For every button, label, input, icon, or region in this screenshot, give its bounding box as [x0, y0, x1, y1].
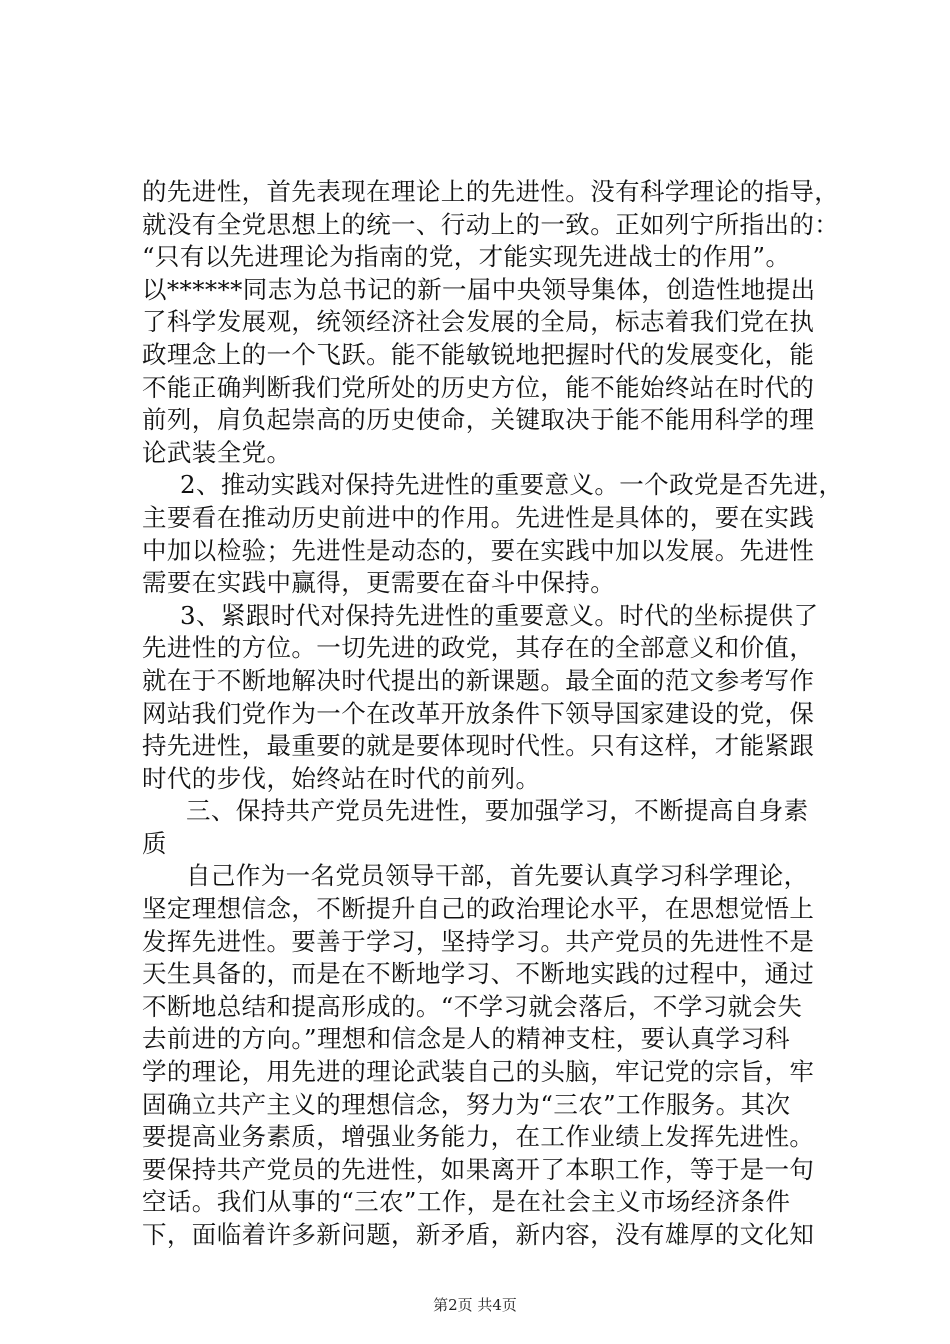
text-line: 发挥先进性。要善于学习，坚持学习。共产党员的先进性不是: [142, 926, 815, 956]
text-line: 持先进性，最重要的就是要体现时代性。只有这样，才能紧跟: [142, 731, 815, 761]
text-line: 去前进的方向。”理想和信念是人的精神支柱，要认真学习科: [142, 1024, 791, 1054]
text-line: 天生具备的，而是在不断地学习、不断地实践的过程中，通过: [142, 959, 815, 989]
document-body: [142, 176, 854, 1252]
text-line: 下，面临着许多新问题，新矛盾，新内容，没有雄厚的文化知: [142, 1220, 815, 1249]
text-line: 学的理论，用先进的理论武装自己的头脑，牢记党的宗旨，牢: [142, 1057, 815, 1087]
text-line: 不能正确判断我们党所处的历史方位，能不能始终站在时代的: [142, 372, 815, 402]
text-line: 质: [142, 828, 167, 858]
text-line: 固确立共产主义的理想信念，努力为“三农”工作服务。其次: [142, 1089, 791, 1119]
text-line: 就在于不断地解决时代提出的新课题。最全面的范文参考写作: [142, 665, 815, 695]
text-line: 三、保持共产党员先进性，要加强学习，不断提高自身素: [186, 796, 809, 826]
text-line: 政理念上的一个飞跃。能不能敏锐地把握时代的发展变化，能: [142, 339, 815, 369]
text-line: 时代的步伐，始终站在时代的前列。: [142, 763, 541, 793]
text-line: 需要在实践中赢得，更需要在奋斗中保持。: [142, 568, 616, 598]
text-line: 空话。我们从事的“三农”工作，是在社会主义市场经济条件: [142, 1187, 791, 1217]
text-line: 中加以检验；先进性是动态的，要在实践中加以发展。先进性: [142, 535, 815, 565]
text-line: 的先进性，首先表现在理论上的先进性。没有科学理论的指导，: [142, 177, 840, 206]
text-line: 先进性的方位。一切先进的政党，其存在的全部意义和价值，: [142, 633, 815, 663]
text-line: 以******同志为总书记的新一届中央领导集体，创造性地提出: [142, 274, 816, 304]
text-line: 前列，肩负起崇高的历史使命，关键取决于能不能用科学的理: [142, 405, 815, 435]
text-line: 不断地总结和提高形成的。“不学习就会落后，不学习就会失: [142, 991, 803, 1021]
text-line: 2、推动实践对保持先进性的重要意义。一个政党是否先进，: [180, 470, 844, 500]
text-line: 自己作为一名党员领导干部，首先要认真学习科学理论，: [186, 861, 809, 891]
text-line: 就没有全党思想上的统一、行动上的一致。正如列宁所指出的：: [142, 209, 840, 239]
text-line: 3、紧跟时代对保持先进性的重要意义。时代的坐标提供了: [180, 600, 819, 630]
text-line: 网站我们党作为一个在改革开放条件下领导国家建设的党，保: [142, 698, 815, 728]
text-line: 坚定理想信念，不断提升自己的政治理论水平，在思想觉悟上: [142, 894, 815, 924]
text-line: 主要看在推动历史前进中的作用。先进性是具体的，要在实践: [142, 502, 815, 532]
text-line: 论武装全党。: [142, 437, 292, 467]
text-line: 要提高业务素质，增强业务能力，在工作业绩上发挥先进性。: [142, 1122, 815, 1152]
page-footer: 第2页 共4页: [433, 1296, 517, 1314]
text-line: “只有以先进理论为指南的党，才能实现先进战士的作用”。: [142, 242, 791, 272]
text-line: 要保持共产党员的先进性，如果离开了本职工作，等于是一句: [142, 1154, 815, 1184]
text-line: 了科学发展观，统领经济社会发展的全局，标志着我们党在执: [142, 307, 815, 337]
